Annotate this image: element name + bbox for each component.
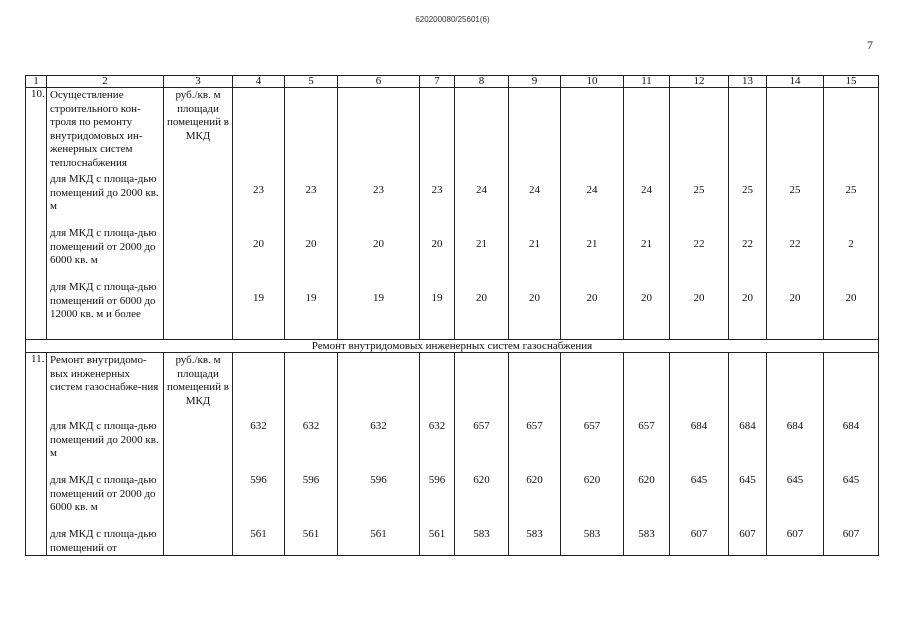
value-cell: 20: [529, 292, 540, 304]
column-number-row: [26, 76, 879, 88]
column-header: 14: [767, 76, 824, 88]
value-cell: 20: [641, 292, 652, 304]
value-column: [233, 88, 285, 340]
value-cell: 632: [370, 420, 387, 432]
value-cell: 583: [583, 528, 601, 540]
column-header: 5: [285, 76, 338, 88]
unit-cell: [164, 353, 233, 556]
column-header: 11: [624, 76, 670, 88]
item-title: Осуществление строительного кон-троля по ремонту внутридомовых ин-женерных систем теплоснабжения: [50, 89, 143, 169]
sub-item-label: для МКД с площа-дью помещений до 2000 кв. м: [50, 173, 159, 212]
value-cell: 2: [848, 238, 854, 250]
value-column: [670, 353, 729, 556]
value-cell: 19: [253, 292, 264, 304]
value-cell: 19: [373, 292, 384, 304]
row-number: 10.: [26, 88, 47, 340]
value-column: [420, 88, 455, 340]
value-cell: 20: [789, 292, 801, 304]
value-cell: 20: [586, 292, 598, 304]
column-header: 10: [561, 76, 624, 88]
value-cell: 22: [789, 238, 801, 250]
value-cell: 25: [693, 184, 705, 196]
column-header: 7: [420, 76, 455, 88]
value-cell: 583: [526, 528, 543, 540]
value-cell: 632: [302, 420, 320, 432]
value-column: [455, 88, 509, 340]
column-header: 8: [455, 76, 509, 88]
value-column: [824, 88, 879, 340]
value-cell: 632: [250, 420, 267, 432]
value-cell: 561: [370, 528, 387, 540]
value-column: [729, 88, 767, 340]
value-cell: 21: [529, 238, 540, 250]
unit-label: руб./кв. м площади помещений в МКД: [167, 89, 229, 142]
sub-item-label: для МКД с площа-дью помещений до 2000 кв. м: [50, 420, 159, 459]
value-cell: 657: [583, 420, 601, 432]
page-bottom-margin: [0, 567, 905, 640]
tariff-table: [25, 75, 879, 556]
value-cell: 20: [305, 238, 317, 250]
value-cell: 22: [693, 238, 705, 250]
column-header: 2: [47, 76, 164, 88]
unit-label: руб./кв. м площади помещений в МКД: [167, 354, 229, 407]
value-cell: 19: [305, 292, 317, 304]
sub-item-label: для МКД с площа-дью помещений от 6000 до 12000 кв. м и более: [50, 281, 157, 320]
value-cell: 620: [526, 474, 543, 486]
page-number: 7: [867, 38, 873, 52]
row-number: 11.: [26, 353, 47, 556]
value-cell: 583: [638, 528, 655, 540]
section-title: Ремонт внутридомовых инженерных систем газоснабжения: [26, 340, 879, 353]
value-cell: 596: [370, 474, 387, 486]
value-cell: 607: [739, 528, 756, 540]
value-cell: 632: [428, 420, 446, 432]
value-cell: 20: [253, 238, 264, 250]
value-column: [455, 353, 509, 556]
value-cell: 20: [431, 238, 443, 250]
section-row: [26, 340, 879, 353]
value-cell: 25: [845, 184, 857, 196]
item-description: [47, 88, 164, 340]
value-column: [824, 353, 879, 556]
column-header: 1: [26, 76, 47, 88]
value-cell: 20: [476, 292, 487, 304]
column-header: 4: [233, 76, 285, 88]
value-cell: 645: [842, 474, 860, 486]
value-column: [767, 88, 824, 340]
value-cell: 596: [250, 474, 267, 486]
value-cell: 684: [842, 420, 860, 432]
value-cell: 684: [690, 420, 708, 432]
sub-item-label: для МКД с площа-дью помещений от 2000 до 6000 кв. м: [50, 474, 157, 513]
value-cell: 607: [786, 528, 804, 540]
item-description: [47, 353, 164, 556]
value-column: [285, 353, 338, 556]
unit-cell: [164, 88, 233, 340]
value-column: [729, 353, 767, 556]
value-cell: 24: [529, 184, 540, 196]
value-cell: 22: [742, 238, 753, 250]
value-cell: 23: [253, 184, 264, 196]
value-cell: 583: [473, 528, 490, 540]
value-cell: 620: [583, 474, 601, 486]
value-cell: 620: [638, 474, 655, 486]
value-column: [561, 88, 624, 340]
column-header: 3: [164, 76, 233, 88]
value-cell: 25: [742, 184, 753, 196]
value-column: [338, 353, 420, 556]
sub-item-label: для МКД с площа-дью помещений от: [50, 528, 157, 554]
value-cell: 19: [431, 292, 443, 304]
value-cell: 657: [526, 420, 543, 432]
value-cell: 561: [302, 528, 320, 540]
value-cell: 561: [428, 528, 446, 540]
table-row: [26, 88, 879, 340]
value-cell: 24: [476, 184, 487, 196]
value-column: [561, 353, 624, 556]
table-row: [26, 353, 879, 556]
column-header: 15: [824, 76, 879, 88]
value-column: [285, 88, 338, 340]
value-cell: 24: [641, 184, 652, 196]
column-header: 12: [670, 76, 729, 88]
value-cell: 620: [473, 474, 490, 486]
value-cell: 20: [742, 292, 753, 304]
value-cell: 21: [476, 238, 487, 250]
value-cell: 645: [786, 474, 804, 486]
column-header: 6: [338, 76, 420, 88]
item-title: Ремонт внутридомо-вых инженерных систем газоснабже-ния: [50, 354, 159, 393]
sub-item-label: для МКД с площа-дью помещений от 2000 до 6000 кв. м: [50, 227, 157, 266]
value-cell: 645: [739, 474, 756, 486]
value-cell: 20: [373, 238, 384, 250]
value-column: [509, 88, 561, 340]
value-column: [338, 88, 420, 340]
value-column: [670, 88, 729, 340]
value-column: [509, 353, 561, 556]
value-cell: 596: [428, 474, 446, 486]
value-cell: 561: [250, 528, 267, 540]
value-cell: 23: [431, 184, 443, 196]
value-cell: 596: [302, 474, 320, 486]
document-id: 620200080/25601(6): [415, 15, 490, 24]
value-cell: 24: [586, 184, 598, 196]
value-column: [233, 353, 285, 556]
value-cell: 21: [641, 238, 652, 250]
value-cell: 23: [305, 184, 317, 196]
value-cell: 25: [789, 184, 801, 196]
value-column: [767, 353, 824, 556]
value-cell: 657: [473, 420, 490, 432]
column-header: 9: [509, 76, 561, 88]
value-cell: 20: [845, 292, 857, 304]
value-column: [420, 353, 455, 556]
value-column: [624, 353, 670, 556]
value-cell: 21: [586, 238, 598, 250]
column-header: 13: [729, 76, 767, 88]
value-column: [624, 88, 670, 340]
value-cell: 607: [690, 528, 708, 540]
value-cell: 645: [690, 474, 708, 486]
value-cell: 684: [739, 420, 756, 432]
value-cell: 607: [842, 528, 860, 540]
value-cell: 23: [373, 184, 384, 196]
value-cell: 20: [693, 292, 705, 304]
value-cell: 657: [638, 420, 655, 432]
value-cell: 684: [786, 420, 804, 432]
